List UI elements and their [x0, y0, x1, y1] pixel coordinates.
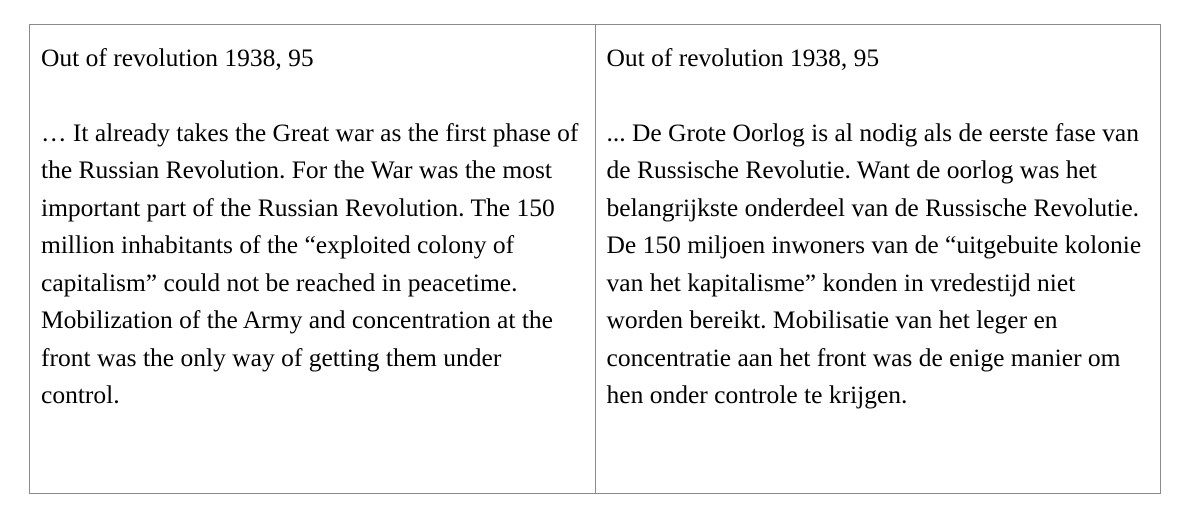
english-column-cell — [30, 25, 596, 493]
quote-text-english: … It already takes the Great war as the first phase of the Russian Revolution. For the War was the most important part of the Russian Revolution. The 150 million inhabitants of the “exploited colony of capitalism” could not be reached in peacetime. Mobilization of the Army and concentration at the front was the only way of getting them under control. — [41, 117, 579, 409]
source-citation-dutch: Out of revolution 1938, 95 — [606, 43, 880, 72]
quote-text-dutch: ... De Grote Oorlog is al nodig als de eerste fase van de Russische Revolutie. Want de oorlog was het belangrijkste onderdeel van de Russische Revolutie. De 150 miljoen inwoners van de “uitgebuite kolonie van het kapitalisme” konden in vredestijd niet worden bereikt. Mobilisatie van het leger en concentratie aan het front was de enige manier om hen onder controle te krijgen. — [606, 117, 1142, 409]
dutch-column-cell — [596, 25, 1161, 493]
translation-table — [29, 24, 1161, 494]
source-citation-english: Out of revolution 1938, 95 — [41, 43, 314, 72]
